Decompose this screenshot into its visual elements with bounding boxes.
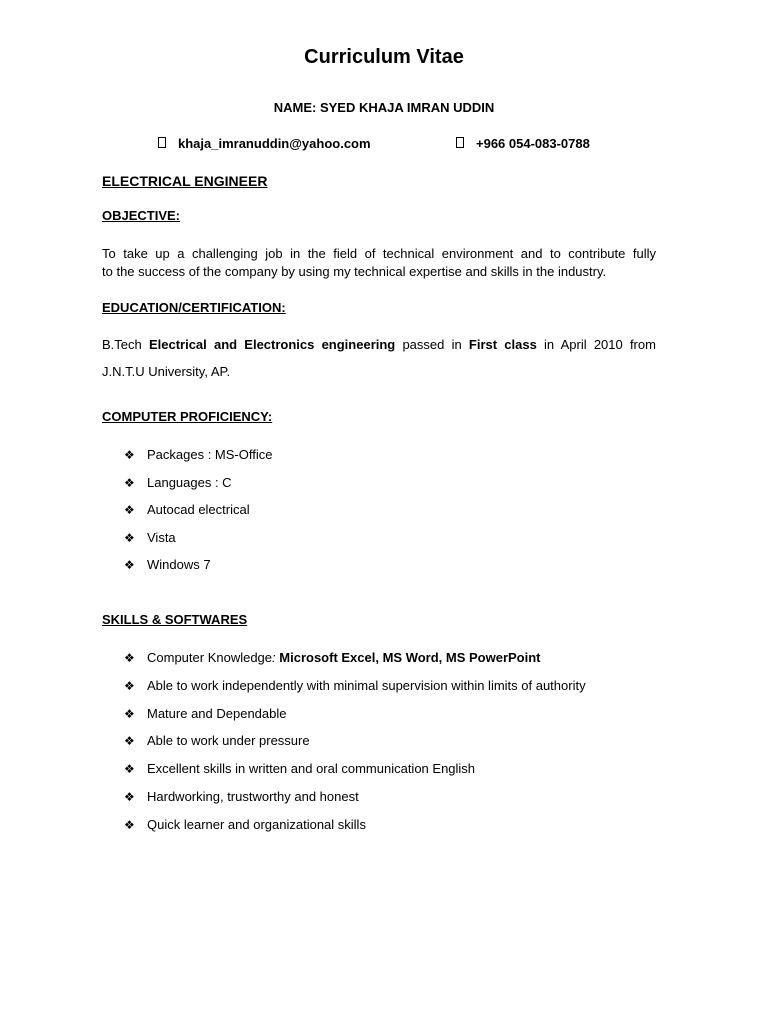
list-item: ❖ Hardworking, trustworthy and honest <box>124 788 359 804</box>
diamond-bullet-icon: ❖ <box>124 789 135 804</box>
education-line-1 <box>102 336 656 354</box>
diamond-bullet-icon: ❖ <box>124 817 135 832</box>
document-title: Curriculum Vitae <box>304 46 464 68</box>
computer-proficiency-list <box>124 446 272 584</box>
envelope-icon <box>158 137 166 148</box>
education-passed: passed in <box>402 337 462 352</box>
list-item: ❖ Packages : MS-Office <box>124 447 273 462</box>
list-item: ❖ Able to work under pressure <box>124 733 310 749</box>
skill-software-list: Microsoft Excel, MS Word, MS PowerPoint <box>275 650 541 665</box>
phone-icon <box>456 137 464 148</box>
diamond-bullet-icon: ❖ <box>124 651 135 665</box>
list-item: ❖ Quick learner and organizational skills <box>124 816 366 832</box>
diamond-bullet-icon: ❖ <box>124 762 135 777</box>
objective-paragraph <box>102 245 656 281</box>
education-degree: B.Tech <box>102 337 142 352</box>
list-item: ❖ Mature and Dependable <box>124 705 287 721</box>
list-item: ❖ Vista <box>124 529 176 545</box>
objective-heading: OBJECTIVE: <box>102 208 181 223</box>
candidate-name: NAME: SYED KHAJA IMRAN UDDIN <box>273 100 495 115</box>
education-university: J.N.T.U University, AP. <box>102 364 231 379</box>
skills-heading: SKILLS & SOFTWARES <box>102 612 248 627</box>
education-class: First class <box>468 337 537 352</box>
education-date: in April 2010 from <box>544 337 656 352</box>
skill-prefix: Computer Knowledge <box>147 650 273 665</box>
skills-list <box>124 649 586 844</box>
list-item <box>124 649 586 677</box>
list-item: ❖ Able to work independently with minimal supervision within limits of authority <box>124 677 586 693</box>
list-item: ❖ Excellent skills in written and oral communication English <box>124 761 476 777</box>
contact-email <box>158 136 371 151</box>
diamond-bullet-icon: ❖ <box>124 475 135 490</box>
objective-line-1: To take up a challenging job in the field of technical environment and to contribute fully <box>102 246 656 261</box>
education-field: Electrical and Electronics engineering <box>148 337 396 352</box>
computer-proficiency-heading: COMPUTER PROFICIENCY: <box>102 409 273 424</box>
list-item: ❖ Languages : C <box>124 474 232 490</box>
diamond-bullet-icon: ❖ <box>124 706 135 721</box>
diamond-bullet-icon: ❖ <box>124 448 135 462</box>
diamond-bullet-icon: ❖ <box>124 734 135 749</box>
diamond-bullet-icon: ❖ <box>124 558 135 572</box>
diamond-bullet-icon: ❖ <box>124 503 135 517</box>
education-heading: EDUCATION/CERTIFICATION: <box>102 300 286 315</box>
list-item: ❖ Windows 7 <box>124 557 211 572</box>
list-item: ❖ Autocad electrical <box>124 502 250 517</box>
diamond-bullet-icon: ❖ <box>124 678 135 693</box>
diamond-bullet-icon: ❖ <box>124 530 135 545</box>
email-text: khaja_imranuddin@yahoo.com <box>178 136 371 151</box>
objective-line-2: to the success of the company by using my technical expertise and skills in the industry. <box>102 264 607 279</box>
role-heading: ELECTRICAL ENGINEER <box>102 173 268 189</box>
contact-phone <box>456 136 590 151</box>
skill-colon: : <box>272 650 276 665</box>
phone-text: +966 054-083-0788 <box>476 136 590 151</box>
